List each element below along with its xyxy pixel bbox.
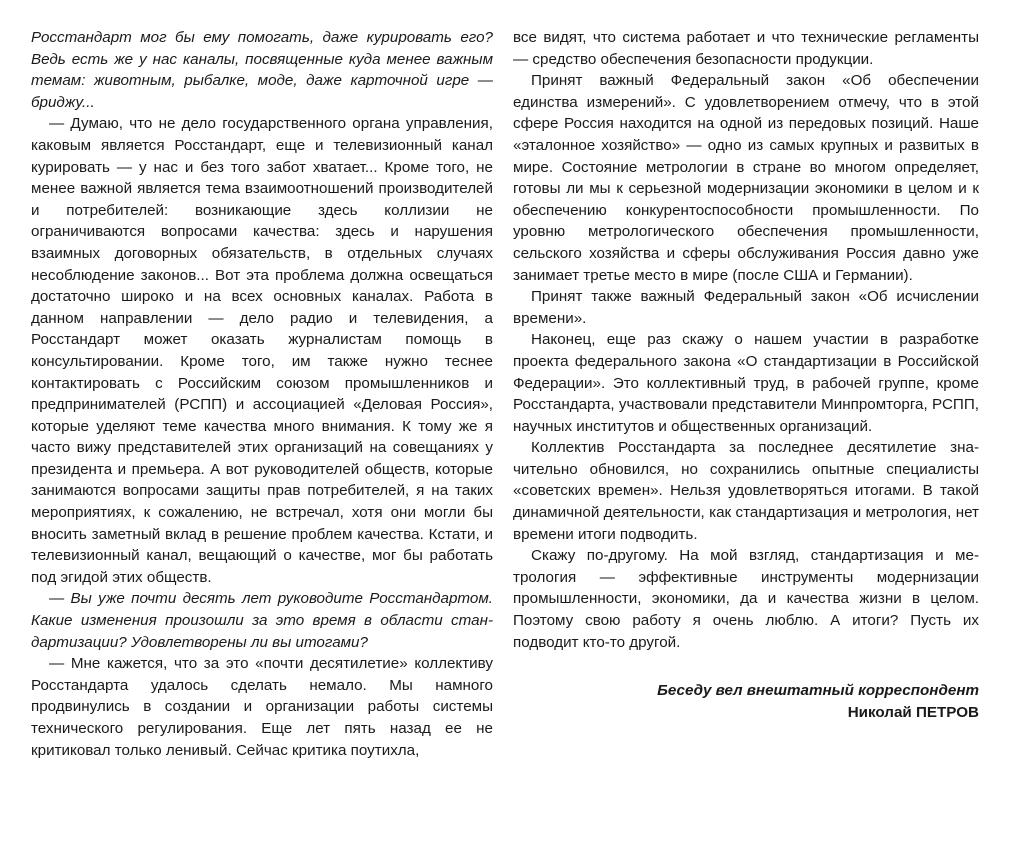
signature-credit: Беседу вел внештатный корреспондент <box>657 682 979 700</box>
body-paragraph: Наконец, еще раз скажу о нашем участии в разработке проекта федерального закона «О стандартизации в Российской Федерации». Это коллективный труд, в рабочей группе, кроме Росстандарта, участвовали представители Минпромторга, РСПП, научных институтов и общественных организаций. <box>513 331 979 435</box>
right-column <box>513 27 979 724</box>
question-paragraph: Росстандарт мог бы ему помогать, даже курировать его? Ведь есть же у нас каналы, посвященные куда менее важным темам: животным, рыбалке, моде, даже карточной игре — бриджу... <box>31 29 493 111</box>
answer-paragraph: — Думаю, что не дело государственного органа управления, каковым является Росстандарт, еще и телевизионный канал курировать — у нас и без того забот хватает... Кроме того, не менее важной является тема взаимоотношений производителей и потребителей: возникающие здесь коллизии не ограничиваются вопросами качества: здесь и нарушения взаимных договорных обязательств, в отдельных случаях несоблюдение законов... Вот эта проблема должна освещаться достаточно широко и на всех основных каналах. Работа в данном направлении — дело радио и телевидения, а Росстандарт может оказать журналистам помощь в консультировании. Кроме того, им также нужно теснее контактировать с Российским союзом промышленников и предпринимателей (РСПП) и ассоциацией «Деловая Россия», которые уделяют теме качества много внимания. К тому же я часто вижу представителей этих организаций на совещаниях у президента и премьера. А вот руководителей обществ, которые занимаются вопросами защиты прав потребителей, я на таких мероприятиях, к сожалению, не встречал, хотя они могли бы вносить заметный вклад в решение проблем качества. Кстати, и телевизионный канал, вещающий о качестве, мог бы работать под эгидой этих обществ. <box>31 115 493 586</box>
body-paragraph: все видят, что система работает и что технические регламенты — средство обеспечения безопасности продукции. <box>513 29 979 68</box>
left-column <box>31 27 493 761</box>
body-paragraph: Принят также важный Федеральный закон «Об исчислении времени». <box>513 288 979 327</box>
question-paragraph: — Вы уже почти десять лет руководите Росстандартом. Какие изменения произошли за это время в области стандартизации? Удовлетворены ли вы итогами? <box>31 590 493 651</box>
answer-paragraph: — Мне кажется, что за это «почти десятилетие» коллективу Росстандарта удалось сделать немало. Мы намного продвинулись в создании и организации работы системы технического регулирования. Еще лет пять назад ее не критиковал только ленивый. Сейчас критика поутихла, <box>31 655 493 759</box>
body-paragraph: Принят важный Федеральный закон «Об обеспечении единства измерений». С удовлетворением отмечу, что в этой сфере Россия находится на одной из передовых позиций. Наше «эталонное хозяйство» — одно из самых крупных и развитых в мире. Состояние метрологии в стране во многом определяет, готовы ли мы к серьезной модернизации экономики в целом и к обеспечению конкурентоспособности промышленности. По уровню метрологического обеспечения промышленности, сельского хозяйства и сферы обслуживания Россия давно уже занимает третье место в мире (после США и Германии). <box>513 72 979 284</box>
author-signature <box>513 680 979 724</box>
body-paragraph: Скажу по-другому. На мой взгляд, стандартизация и метрология — эффективные инструменты модернизации промышленности, экономики, да и качества жизни в целом. Поэтому свою работу я очень люблю. А итоги? Пусть их подводит кто-то другой. <box>513 547 979 651</box>
signature-name: Николай ПЕТРОВ <box>847 704 979 722</box>
body-paragraph: Коллектив Росстандарта за последнее десятилетие значительно обновился, но сохранились опытные специалисты «советских времен». Нельзя удовлетворяться итогами. В такой динамичной деятельности, как стандартизация и метрология, нет времени итоги подводить. <box>513 439 979 543</box>
